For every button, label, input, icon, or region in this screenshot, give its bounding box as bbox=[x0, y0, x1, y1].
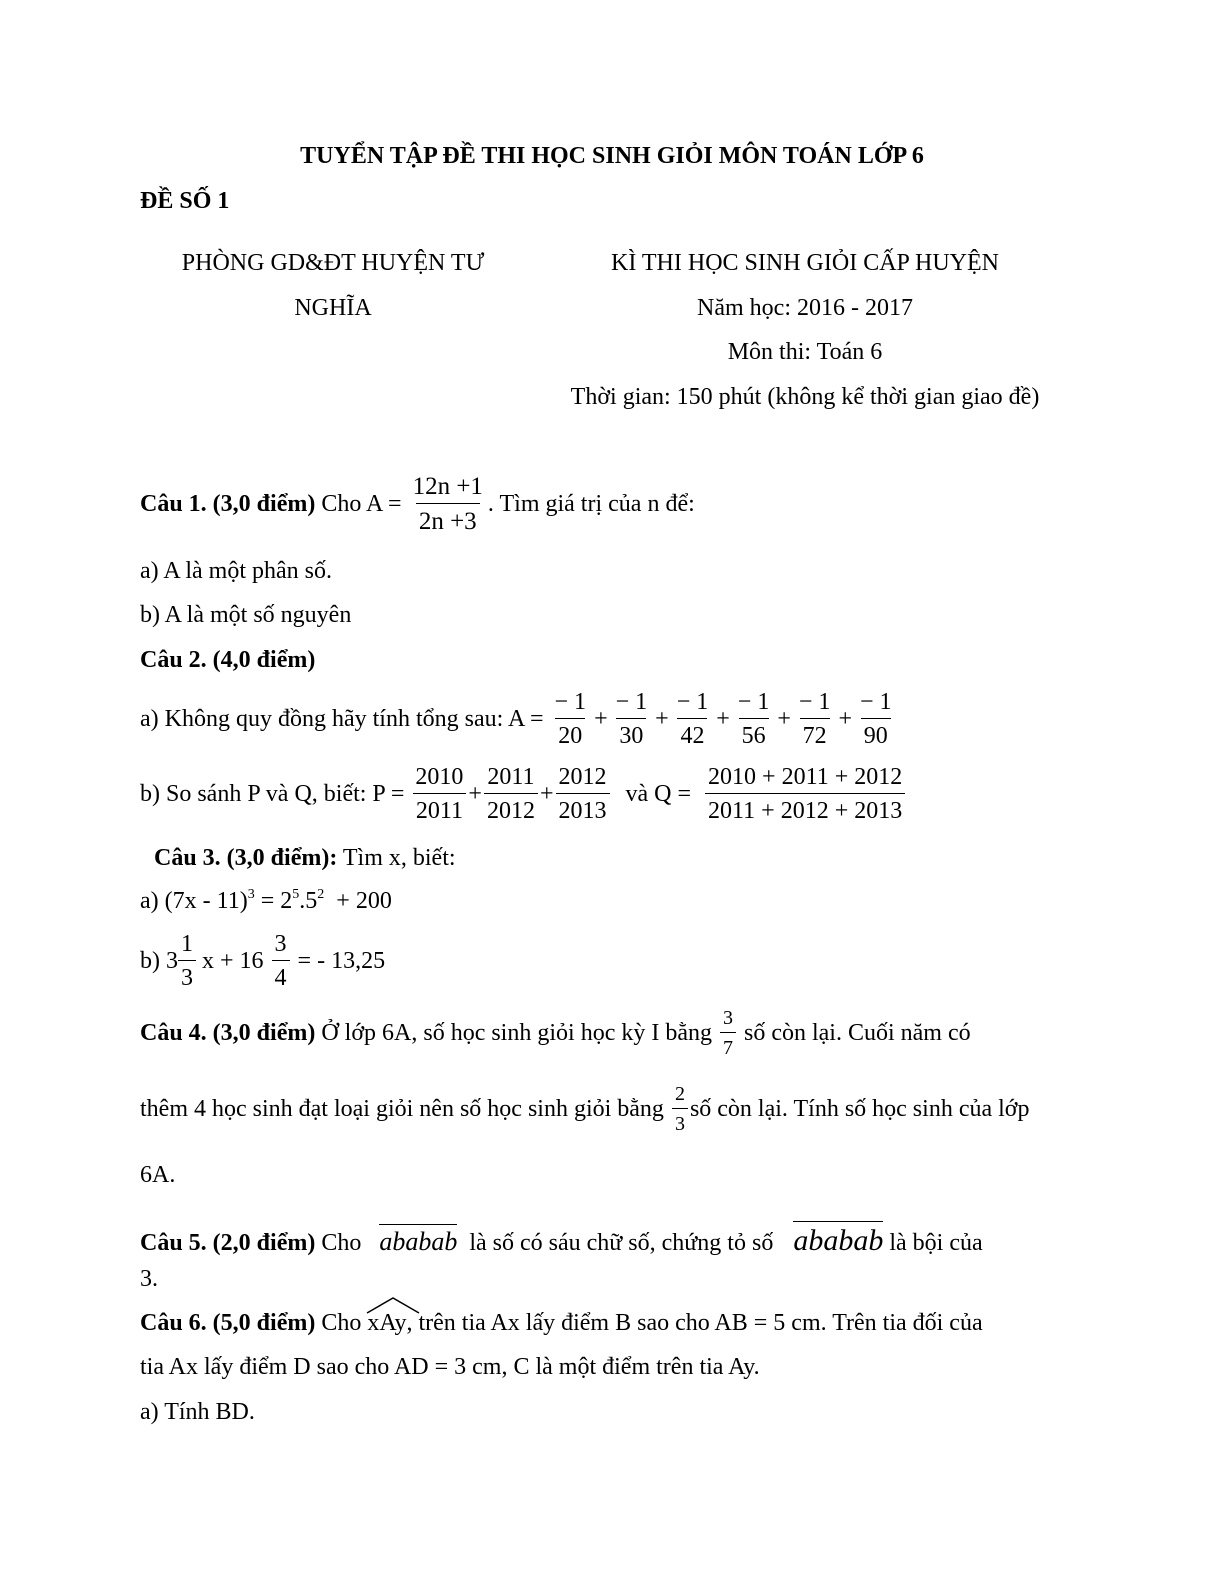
fraction bbox=[720, 1008, 736, 1058]
fraction-numerator: 1 bbox=[181, 931, 193, 957]
fraction-denominator: 7 bbox=[720, 1032, 736, 1058]
fraction-numerator: 2012 bbox=[558, 764, 607, 790]
question-5-line1 bbox=[140, 1221, 983, 1256]
overlined-number: ababab bbox=[793, 1221, 883, 1256]
question-text: là bội của bbox=[883, 1230, 983, 1256]
question-4-line2 bbox=[140, 1084, 1029, 1134]
fraction bbox=[613, 690, 651, 748]
question-text: , trên tia Ax lấy điểm B sao cho AB = 5 cm. Trên tia đối của bbox=[406, 1310, 983, 1336]
fraction-denominator: 2012 bbox=[484, 793, 538, 823]
fraction-denominator: 4 bbox=[272, 960, 290, 990]
plus-sign: + bbox=[539, 781, 554, 807]
left-header-line2: NGHĨA bbox=[294, 295, 372, 321]
question-3-intro: Tìm x, biết: bbox=[337, 845, 456, 871]
fraction-denominator: 72 bbox=[800, 718, 830, 748]
equation-text: = - 13,25 bbox=[291, 948, 386, 974]
angle-name: xAy bbox=[367, 1310, 407, 1336]
fraction-numerator: 2 bbox=[674, 1083, 685, 1105]
question-2b-and: và Q = bbox=[625, 781, 698, 807]
fraction-numerator: 2011 bbox=[487, 764, 535, 790]
question-text: thêm 4 học sinh đạt loại giỏi nên số học sinh giỏi bằng bbox=[140, 1096, 670, 1122]
plus-sign: + bbox=[468, 781, 482, 807]
exam-number: ĐỀ SỐ 1 bbox=[140, 188, 230, 214]
fraction-denominator: 56 bbox=[739, 718, 769, 748]
question-1-fraction bbox=[410, 474, 486, 534]
fraction bbox=[857, 690, 895, 748]
fraction bbox=[796, 690, 834, 748]
question-2b-text: b) So sánh P và Q, biết: P = bbox=[140, 781, 411, 807]
question-5-label: Câu 5. (2,0 điểm) bbox=[140, 1230, 316, 1256]
fraction bbox=[674, 690, 712, 748]
question-1 bbox=[140, 474, 695, 534]
fraction-denominator: 2n +3 bbox=[416, 503, 480, 534]
fraction-denominator: 30 bbox=[616, 718, 646, 748]
plus-sign: + bbox=[777, 706, 791, 732]
fraction-denominator: 2011 + 2012 + 2013 bbox=[705, 793, 905, 823]
equation-text: x + 16 bbox=[196, 948, 270, 974]
equation-text: a) (7x - 11) bbox=[140, 888, 248, 914]
question-6-label: Câu 6. (5,0 điểm) bbox=[140, 1310, 316, 1336]
angle-arc-icon bbox=[363, 1295, 423, 1315]
question-6-line1 bbox=[140, 1311, 983, 1335]
mixed-fraction bbox=[272, 932, 290, 990]
fraction-denominator: 90 bbox=[861, 718, 891, 748]
question-text: số còn lại. Tính số học sinh của lớp bbox=[689, 1096, 1030, 1122]
fraction bbox=[735, 690, 773, 748]
fraction bbox=[552, 690, 590, 748]
question-4-line1 bbox=[140, 1008, 971, 1058]
left-header-line1: PHÒNG GD&ĐT HUYỆN TƯ bbox=[181, 250, 485, 276]
question-1-part-a: a) A là một phân số. bbox=[140, 558, 332, 584]
question-1-part-b: b) A là một số nguyên bbox=[140, 602, 352, 628]
fraction-numerator: − 1 bbox=[615, 689, 648, 715]
right-header-line2: Năm học: 2016 - 2017 bbox=[697, 295, 913, 321]
equation-text: b) 3 bbox=[140, 948, 178, 974]
fraction-numerator: − 1 bbox=[798, 689, 831, 715]
question-4-label: Câu 4. (3,0 điểm) bbox=[140, 1020, 316, 1046]
fraction bbox=[672, 1084, 688, 1134]
question-3-label: Câu 3. (3,0 điểm): bbox=[154, 845, 338, 871]
question-1-pre: Cho A = bbox=[315, 491, 408, 517]
question-1-post: . Tìm giá trị của n để: bbox=[487, 491, 695, 517]
equation-text: = 2 bbox=[254, 888, 293, 914]
plus-sign: + bbox=[594, 706, 608, 732]
question-text: số còn lại. Cuối năm có bbox=[737, 1020, 971, 1046]
question-text: là số có sáu chữ số, chứng tỏ số bbox=[463, 1230, 780, 1256]
fraction-q bbox=[705, 765, 905, 823]
fraction bbox=[556, 765, 610, 823]
overlined-number: ababab bbox=[379, 1224, 457, 1255]
question-2-label: Câu 2. (4,0 điểm) bbox=[140, 647, 316, 673]
plus-sign: + bbox=[838, 706, 852, 732]
fraction-denominator: 20 bbox=[555, 718, 585, 748]
question-2a-text: a) Không quy đồng hãy tính tổng sau: A = bbox=[140, 706, 550, 732]
question-6-line2: tia Ax lấy điểm D sao cho AD = 3 cm, C là một điểm trên tia Ay. bbox=[140, 1354, 760, 1380]
fraction-denominator: 3 bbox=[178, 960, 196, 990]
fraction-numerator: 3 bbox=[274, 931, 287, 957]
fraction-numerator: − 1 bbox=[554, 689, 587, 715]
question-3 bbox=[154, 846, 456, 870]
fraction-denominator: 2013 bbox=[556, 793, 610, 823]
exponent: 5 bbox=[292, 887, 300, 902]
fraction-numerator: − 1 bbox=[676, 689, 709, 715]
question-1-label: Câu 1. (3,0 điểm) bbox=[140, 491, 316, 517]
question-text: Cho bbox=[315, 1310, 368, 1336]
fraction bbox=[484, 765, 538, 823]
fraction-denominator: 42 bbox=[677, 718, 707, 748]
fraction-numerator: 2010 + 2011 + 2012 bbox=[708, 764, 903, 790]
fraction-numerator: − 1 bbox=[859, 689, 892, 715]
question-4-line3: 6A. bbox=[140, 1162, 176, 1188]
exponent: 2 bbox=[317, 887, 325, 902]
fraction-numerator: 12n +1 bbox=[412, 473, 483, 500]
right-header-line4: Thời gian: 150 phút (không kể thời gian giao đề) bbox=[570, 384, 1040, 410]
question-2-part-b bbox=[140, 765, 907, 823]
right-header-line3: Môn thi: Toán 6 bbox=[727, 339, 883, 365]
fraction-denominator: 3 bbox=[672, 1108, 688, 1134]
fraction-numerator: 2010 bbox=[415, 764, 464, 790]
equation-text: .5 bbox=[299, 888, 318, 914]
equation-text: + 200 bbox=[324, 888, 392, 914]
plus-sign: + bbox=[716, 706, 730, 732]
fraction-numerator: − 1 bbox=[737, 689, 770, 715]
question-3-part-b bbox=[140, 932, 385, 990]
right-header-line1: KÌ THI HỌC SINH GIỎI CẤP HUYỆN bbox=[611, 250, 999, 276]
fraction bbox=[412, 765, 466, 823]
document-title: TUYỂN TẬP ĐỀ THI HỌC SINH GIỎI MÔN TOÁN LỚP 6 bbox=[300, 143, 924, 169]
question-6-part-a: a) Tính BD. bbox=[140, 1399, 255, 1425]
angle-symbol bbox=[367, 1311, 406, 1335]
plus-sign: + bbox=[655, 706, 669, 732]
fraction-denominator: 2011 bbox=[413, 793, 466, 823]
mixed-fraction bbox=[178, 932, 196, 990]
fraction-numerator: 3 bbox=[722, 1007, 733, 1029]
question-3-part-a bbox=[140, 889, 392, 913]
question-2-part-a bbox=[140, 690, 897, 748]
question-text: Cho bbox=[315, 1230, 368, 1256]
exponent: 3 bbox=[247, 887, 255, 902]
question-text: Ở lớp 6A, số học sinh giỏi học kỳ I bằng bbox=[315, 1020, 718, 1046]
question-5-line2: 3. bbox=[140, 1266, 158, 1292]
